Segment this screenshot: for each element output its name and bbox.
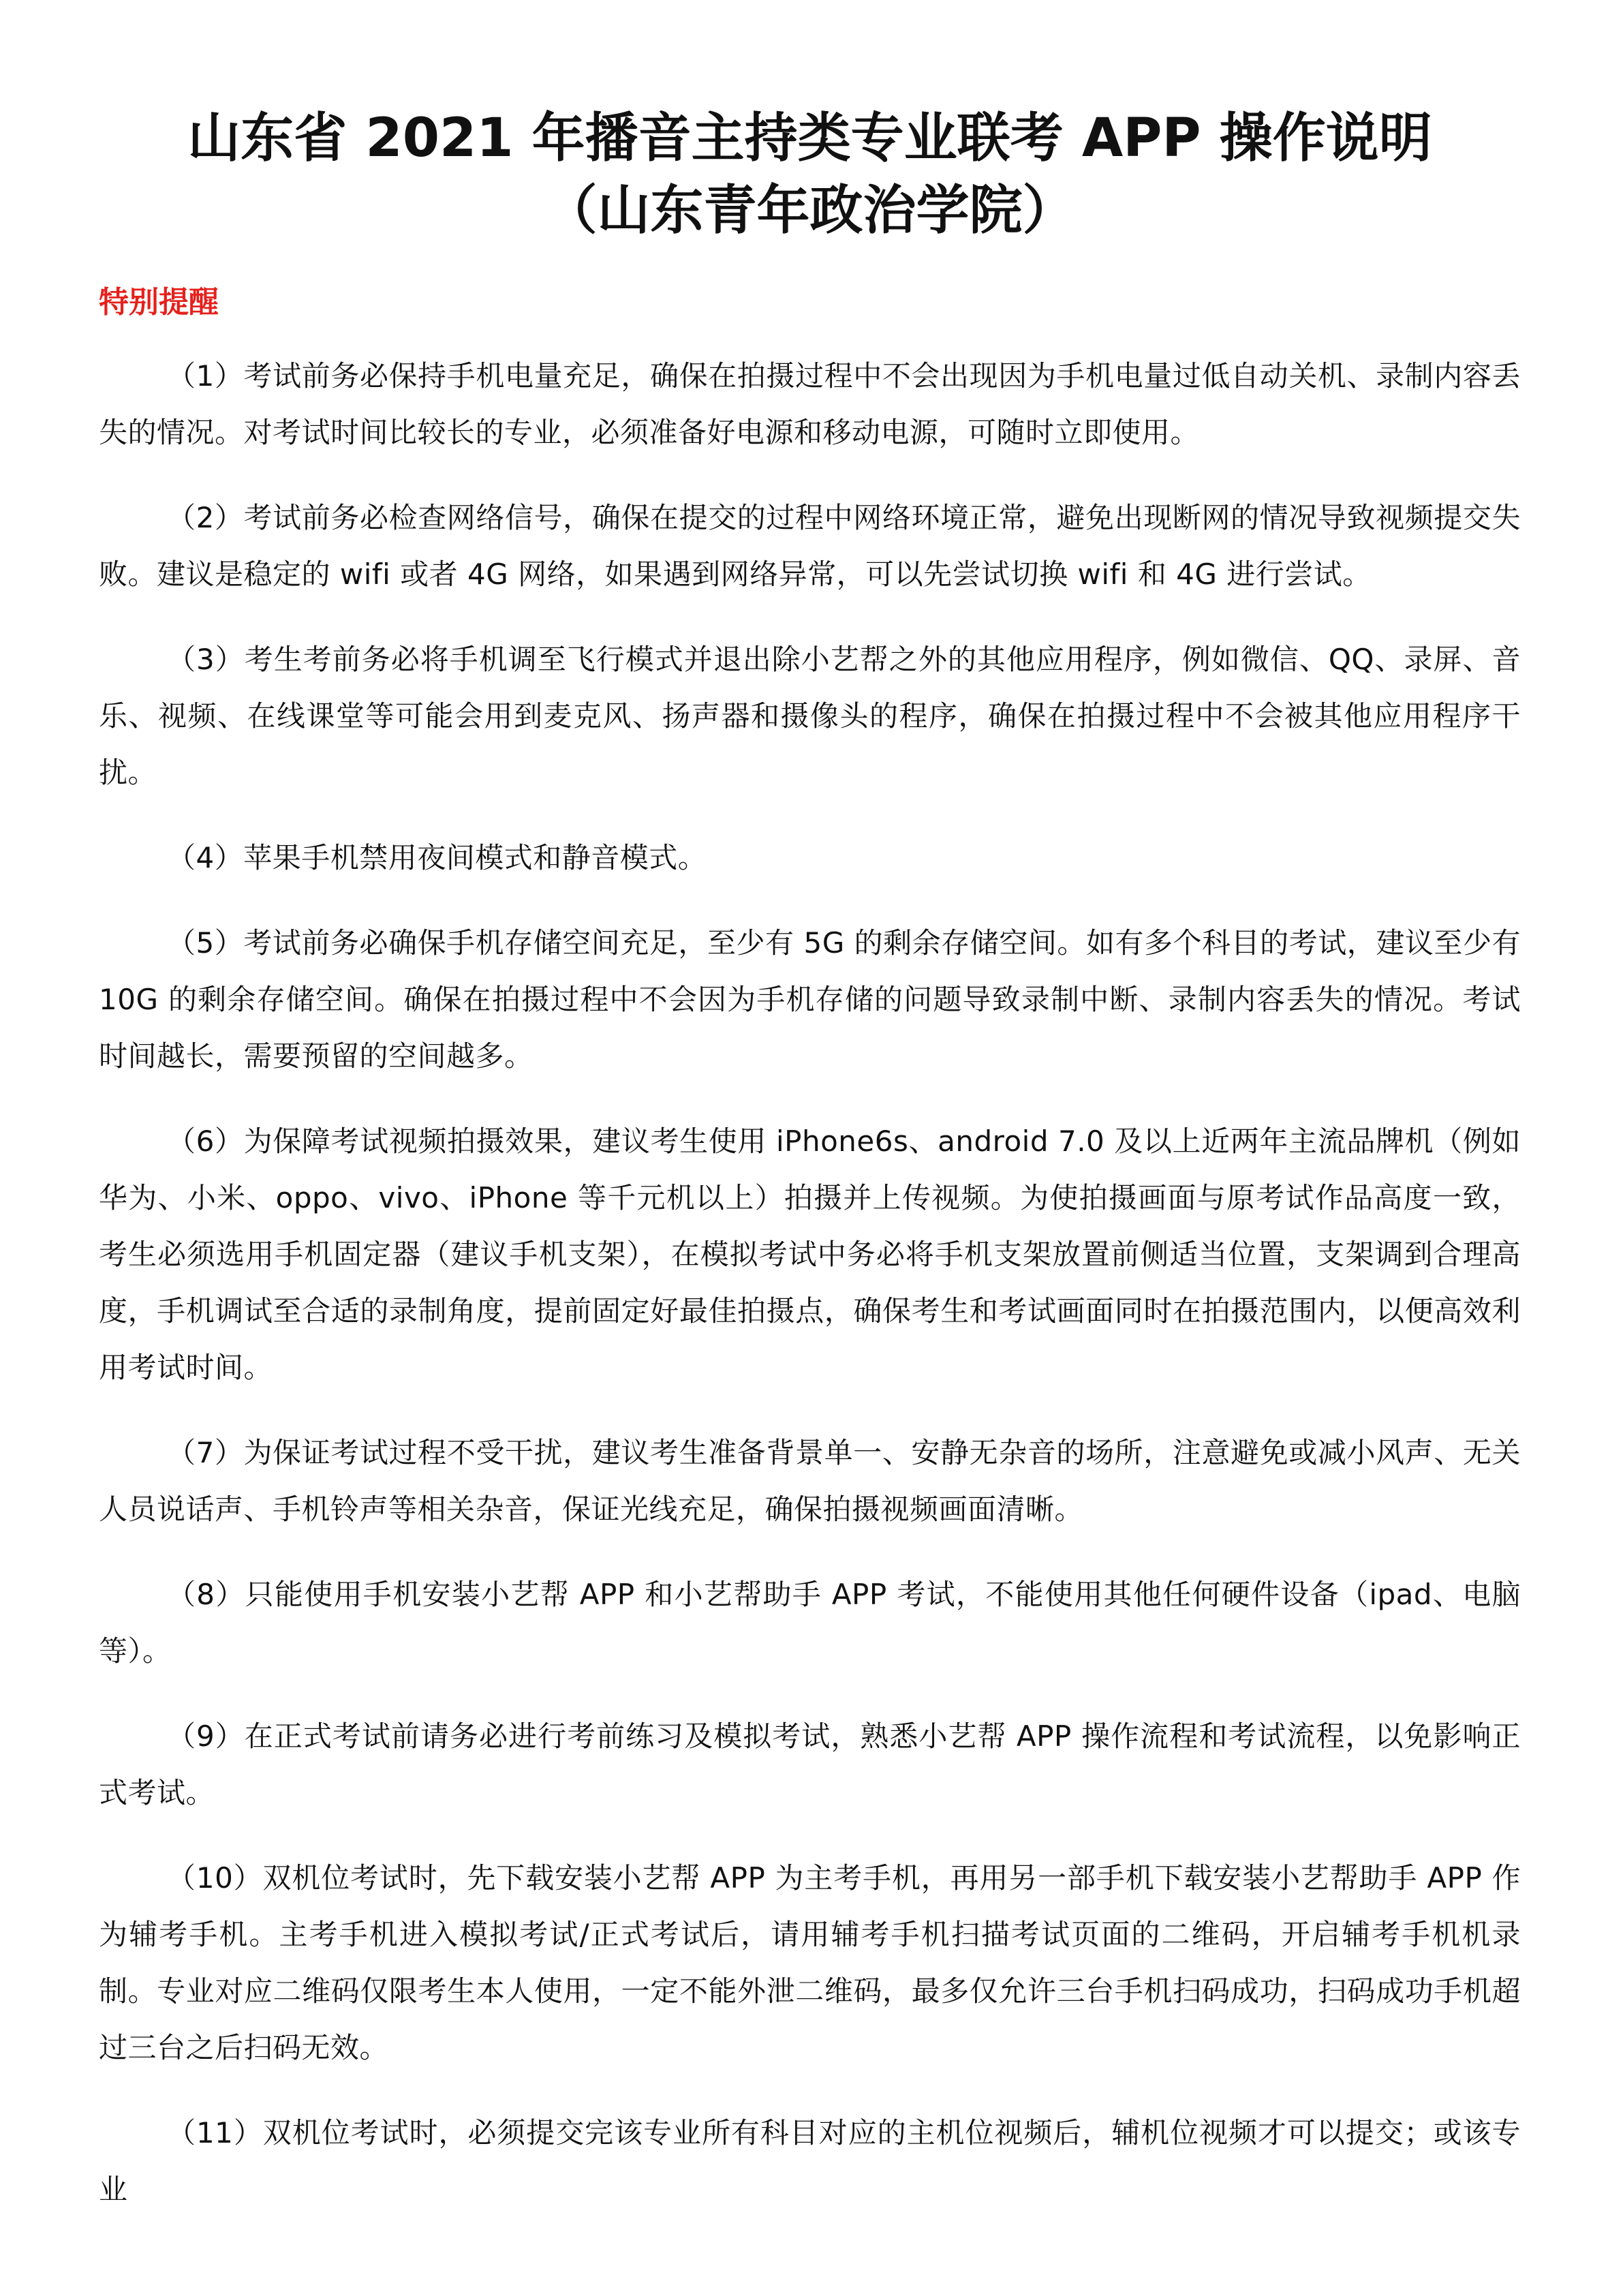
- reminder-item-11: （11）双机位考试时，必须提交完该专业所有科目对应的主机位视频后，辅机位视频才可以提交；或该专业: [99, 2116, 1521, 2206]
- reminder-item-6: （6）为保障考试视频拍摄效果，建议考生使用 iPhone6s、android 7.0 及以上近两年主流品牌机（例如华为、小米、oppo、vivo、iPhone 等千元机以上）拍摄并上传视频。为使拍摄画面与原考试作品高度一致，考生必须选用手机固定器（建议手机支架），在模拟考试中务必将手机支架放置前侧适当位置，支架调到合理高度，手机调试至合适的录制角度，提前固定好最佳拍摄点，确保考生和考试画面同时在拍摄范围内，以便高效利用考试时间。: [99, 1124, 1521, 1384]
- reminder-item-2: （2）考试前务必检查网络信号，确保在提交的过程中网络环境正常，避免出现断网的情况导致视频提交失败。建议是稳定的 wifi 或者 4G 网络，如果遇到网络异常，可以先尝试切换 wifi 和 4G 进行尝试。: [99, 501, 1521, 591]
- document-title: [99, 102, 1521, 247]
- reminder-item-7: （7）为保证考试过程不受干扰，建议考生准备背景单一、安静无杂音的场所，注意避免或减小风声、无关人员说话声、手机铃声等相关杂音，保证光线充足，确保拍摄视频画面清晰。: [99, 1436, 1521, 1526]
- reminder-list: [99, 348, 1521, 2218]
- reminder-item-8: （8）只能使用手机安装小艺帮 APP 和小艺帮助手 APP 考试，不能使用其他任何硬件设备（ipad、电脑等）。: [99, 1578, 1521, 1668]
- reminder-item-3: （3）考生考前务必将手机调至飞行模式并退出除小艺帮之外的其他应用程序，例如微信、QQ、录屏、音乐、视频、在线课堂等可能会用到麦克风、扬声器和摄像头的程序，确保在拍摄过程中不会被其他应用程序干扰。: [99, 643, 1521, 789]
- reminder-item-5: （5）考试前务必确保手机存储空间充足，至少有 5G 的剩余存储空间。如有多个科目的考试，建议至少有 10G 的剩余存储空间。确保在拍摄过程中不会因为手机存储的问题导致录制中断、录制内容丢失的情况。考试时间越长，需要预留的空间越多。: [99, 926, 1521, 1073]
- title-line-1: 山东省 2021 年播音主持类专业联考 APP 操作说明: [187, 108, 1432, 169]
- reminder-item-10: （10）双机位考试时，先下载安装小艺帮 APP 为主考手机，再用另一部手机下载安装小艺帮助手 APP 作为辅考手机。主考手机进入模拟考试/正式考试后，请用辅考手机扫描考试页面的二维码，开启辅考手机机录制。专业对应二维码仅限考生本人使用，一定不能外泄二维码，最多仅允许三台手机扫码成功，扫码成功手机超过三台之后扫码无效。: [99, 1861, 1521, 2064]
- special-reminder-heading: 特别提醒: [99, 285, 219, 320]
- reminder-item-9: （9）在正式考试前请务必进行考前练习及模拟考试，熟悉小艺帮 APP 操作流程和考试流程，以免影响正式考试。: [99, 1719, 1521, 1809]
- title-line-2: （山东青年政治学院）: [544, 180, 1076, 241]
- reminder-item-1: （1）考试前务必保持手机电量充足，确保在拍摄过程中不会出现因为手机电量过低自动关机、录制内容丢失的情况。对考试时间比较长的专业，必须准备好电源和移动电源，可随时立即使用。: [99, 359, 1521, 449]
- reminder-item-4: （4）苹果手机禁用夜间模式和静音模式。: [167, 841, 707, 874]
